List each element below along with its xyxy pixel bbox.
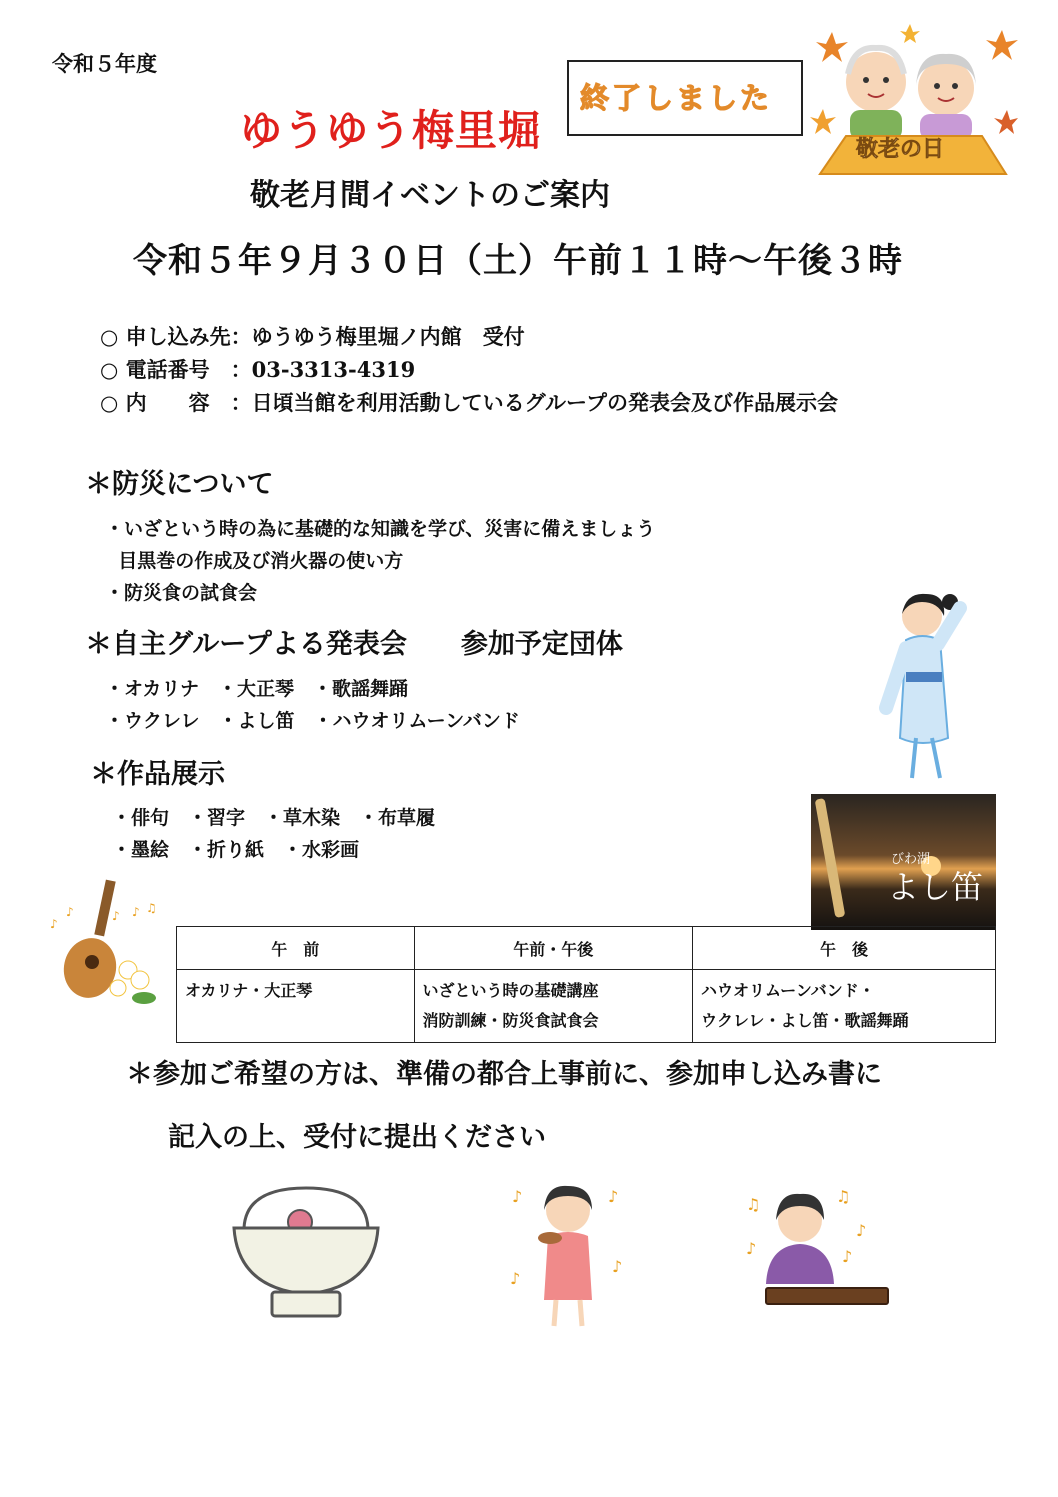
- svg-text:♫: ♫: [746, 1195, 761, 1214]
- keirou-badge-text: 敬老の日: [856, 137, 945, 162]
- svg-text:♫: ♫: [836, 1187, 851, 1206]
- svg-text:♪: ♪: [612, 1257, 623, 1276]
- exhibit-list-item: ・墨絵 ・折り紙 ・水彩画: [112, 839, 360, 861]
- bousai-heading: ＊防災について: [85, 469, 274, 500]
- schedule-table: [176, 926, 996, 1043]
- group-list-item: ・オカリナ ・大正琴 ・歌謡舞踊: [105, 678, 409, 700]
- info-contact: ○ 申し込み先：ゆうゆう梅里堀ノ内館 受付: [100, 324, 525, 349]
- svg-text:♪: ♪: [746, 1239, 757, 1258]
- notice-line-1: ＊参加ご希望の方は、準備の都合上事前に、参加申し込み書に: [126, 1059, 882, 1090]
- bousai-item: 目黒巻の作成及び消火器の使い方: [105, 550, 404, 572]
- event-datetime: 令和５年９月３０日（土）午前１１時～午後３時: [133, 241, 903, 281]
- rice-bowl-illustration: [226, 1180, 386, 1326]
- svg-text:♪: ♪: [856, 1221, 867, 1240]
- schedule-header-am: 午 前: [177, 927, 415, 970]
- page-title: ゆうゆう梅里堀: [240, 106, 542, 155]
- fiscal-year: 令和５年度: [52, 51, 157, 76]
- photo-caption-large: よし笛: [887, 868, 984, 906]
- schedule-cell-ampm: [414, 970, 692, 1043]
- info-phone: ○ 電話番号 ：03-3313-4319: [100, 357, 416, 382]
- dancer-illustration: [876, 588, 970, 788]
- schedule-cell-line: いざという時の基礎講座: [422, 981, 599, 1000]
- svg-text:♪: ♪: [512, 1187, 523, 1206]
- svg-text:♪: ♪: [510, 1269, 521, 1288]
- group-list-item: ・ウクレレ ・よし笛 ・ハウオリムーンバンド: [105, 710, 520, 732]
- svg-text:♪: ♪: [608, 1187, 619, 1206]
- subtitle: 敬老月間イベントのご案内: [250, 178, 610, 213]
- exhibit-list-item: ・俳句 ・習字 ・草木染 ・布草履: [112, 807, 436, 829]
- taishogoto-player-illustration: [744, 1180, 894, 1310]
- schedule-cell-pm: [692, 970, 995, 1043]
- svg-text:♪: ♪: [50, 917, 58, 931]
- svg-text:♪: ♪: [132, 905, 140, 919]
- tenji-heading: ＊作品展示: [90, 759, 225, 790]
- schedule-header-pm: 午 後: [692, 927, 995, 970]
- svg-text:♪: ♪: [842, 1247, 853, 1266]
- schedule-header-ampm: 午前・午後: [414, 927, 692, 970]
- yoshibue-photo: [811, 794, 996, 930]
- svg-text:♪: ♪: [66, 905, 74, 919]
- svg-text:♪: ♪: [112, 909, 120, 923]
- info-content: ○ 内 容 ：日頃当館を利用活動しているグループの発表会及び作品展示会: [100, 390, 838, 415]
- ocarina-player-illustration: [508, 1180, 628, 1330]
- bousai-item: ・防災食の試食会: [105, 582, 258, 604]
- ended-stamp: 終了しました: [580, 81, 773, 115]
- schedule-cell-line: ハウオリムーンバンド・: [700, 981, 875, 1000]
- photo-caption-small: びわ湖: [891, 852, 931, 867]
- notice-line-2: 記入の上、受付に提出ください: [168, 1122, 546, 1153]
- bousai-item: ・いざという時の為に基礎的な知識を学び、災害に備えましょう: [105, 518, 656, 540]
- schedule-cell-line: 消防訓練・防災食試食会: [422, 1011, 599, 1030]
- svg-text:♫: ♫: [146, 901, 157, 915]
- table-row: [177, 970, 996, 1043]
- ukulele-illustration: [48, 876, 160, 1010]
- schedule-cell-line: オカリナ・大正琴: [185, 981, 313, 1000]
- schedule-cell-am: [177, 970, 415, 1043]
- happyou-heading: ＊自主グループよる発表会 参加予定団体: [85, 629, 623, 660]
- schedule-cell-line: ウクレレ・よし笛・歌謡舞踊: [700, 1011, 909, 1030]
- maple-leaves: [810, 24, 1018, 134]
